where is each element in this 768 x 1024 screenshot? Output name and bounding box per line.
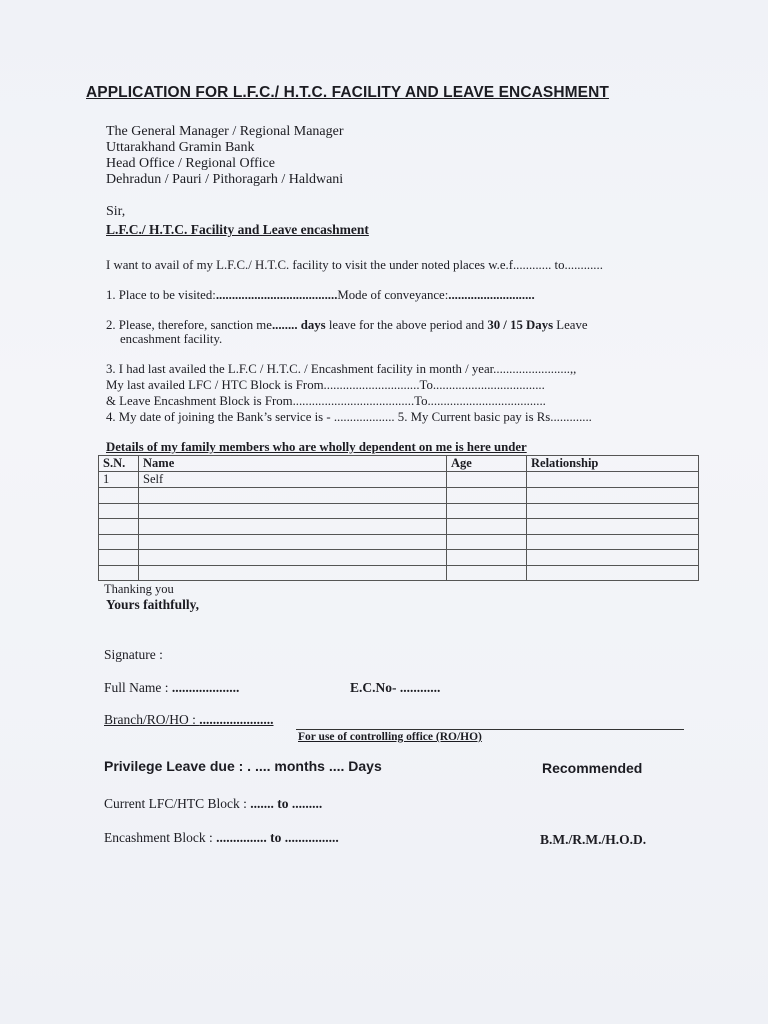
cell-relationship[interactable] bbox=[527, 550, 699, 566]
salutation: Sir, bbox=[106, 204, 126, 219]
subject-line: L.F.C./ H.T.C. Facility and Leave encashment bbox=[106, 222, 369, 237]
cell-age[interactable] bbox=[447, 488, 527, 504]
branch-line bbox=[104, 712, 274, 728]
cell-sn[interactable] bbox=[99, 534, 139, 550]
address-line-2: Uttarakhand Gramin Bank bbox=[106, 140, 255, 155]
cell-age[interactable] bbox=[447, 472, 527, 488]
cell-sn[interactable] bbox=[99, 503, 139, 519]
address-line-4: Dehradun / Pauri / Pithoragarh / Haldwani bbox=[106, 172, 344, 187]
leave-text: Leave bbox=[553, 318, 588, 332]
cell-relationship[interactable] bbox=[527, 534, 699, 550]
cell-age[interactable] bbox=[447, 503, 527, 519]
ec-no-line bbox=[350, 680, 440, 696]
table-row bbox=[99, 565, 699, 581]
address-line-1: The General Manager / Regional Manager bbox=[106, 124, 344, 139]
table-row bbox=[99, 472, 699, 488]
period-text: leave for the above period and bbox=[325, 318, 488, 332]
item-1-place bbox=[106, 288, 535, 303]
mode-label: Mode of conveyance: bbox=[337, 288, 449, 302]
family-table bbox=[98, 455, 699, 581]
table-row bbox=[99, 519, 699, 535]
ec-no-field[interactable]: ............ bbox=[399, 680, 441, 695]
encashment-block-to-label: to bbox=[270, 830, 282, 845]
cell-name[interactable] bbox=[139, 534, 447, 550]
table-row bbox=[99, 503, 699, 519]
current-block-label: Current LFC/HTC Block : bbox=[104, 796, 251, 811]
encashment-block-to[interactable]: ................ bbox=[281, 830, 339, 845]
item-3-line-1: 3. I had last availed the L.F.C / H.T.C. / Encashment facility in month / year........................,, bbox=[106, 362, 577, 376]
full-name-label: Full Name : bbox=[104, 680, 172, 695]
cell-age[interactable] bbox=[447, 534, 527, 550]
encashment-block-from[interactable]: ............... bbox=[216, 830, 271, 845]
table-header-row bbox=[99, 456, 699, 472]
recommended-label: Recommended bbox=[542, 760, 643, 776]
cell-age[interactable] bbox=[447, 519, 527, 535]
current-block-to-label: to bbox=[277, 796, 289, 811]
place-dots[interactable]: ...................................... bbox=[215, 288, 338, 302]
full-name-line bbox=[104, 680, 239, 696]
intro-line: I want to avail of my L.F.C./ H.T.C. facility to visit the under noted places w.e.f............ to............ bbox=[106, 258, 603, 272]
table-row bbox=[99, 550, 699, 566]
cell-relationship[interactable] bbox=[527, 488, 699, 504]
thanking-text: Thanking you bbox=[104, 582, 174, 596]
yours-faithfully: Yours faithfully, bbox=[106, 597, 200, 612]
cell-sn[interactable] bbox=[99, 488, 139, 504]
header-name: Name bbox=[139, 456, 447, 472]
item-2-line-1 bbox=[106, 318, 588, 333]
cell-sn[interactable] bbox=[99, 519, 139, 535]
item-3-line-3: & Leave Encashment Block is From......................................To..................................... bbox=[106, 394, 546, 408]
ec-no-label: E.C.No- bbox=[350, 680, 400, 695]
encashment-days: 30 / 15 Days bbox=[487, 318, 554, 332]
header-sn: S.N. bbox=[99, 456, 139, 472]
encashment-block-line bbox=[104, 830, 339, 846]
days-label: days bbox=[297, 318, 326, 332]
cell-name[interactable] bbox=[139, 488, 447, 504]
cell-relationship[interactable] bbox=[527, 472, 699, 488]
cell-name[interactable] bbox=[139, 550, 447, 566]
signature-label: Signature : bbox=[104, 647, 163, 662]
branch-label: Branch/RO/HO : bbox=[104, 712, 200, 727]
current-block-from[interactable]: ....... bbox=[250, 796, 278, 811]
current-block-line bbox=[104, 796, 322, 812]
cell-age[interactable] bbox=[447, 565, 527, 581]
cell-relationship[interactable] bbox=[527, 565, 699, 581]
cell-name[interactable] bbox=[139, 503, 447, 519]
address-line-3: Head Office / Regional Office bbox=[106, 156, 275, 171]
mode-dots[interactable]: ........................... bbox=[448, 288, 535, 302]
place-label: 1. Place to be visited: bbox=[106, 288, 216, 302]
table-row bbox=[99, 488, 699, 504]
table-row bbox=[99, 534, 699, 550]
full-name-field[interactable]: .................... bbox=[171, 680, 240, 695]
header-age: Age bbox=[447, 456, 527, 472]
cell-sn[interactable] bbox=[99, 565, 139, 581]
cell-sn[interactable] bbox=[99, 550, 139, 566]
header-relationship: Relationship bbox=[527, 456, 699, 472]
form-title: APPLICATION FOR L.F.C./ H.T.C. FACILITY AND LEAVE ENCASHMENT bbox=[86, 84, 609, 101]
privilege-leave-line: Privilege Leave due : . .... months .... Days bbox=[104, 758, 382, 774]
cell-name[interactable] bbox=[139, 519, 447, 535]
current-block-to[interactable]: ......... bbox=[288, 796, 323, 811]
cell-name[interactable] bbox=[139, 565, 447, 581]
cell-age[interactable] bbox=[447, 550, 527, 566]
days-dots[interactable]: ........ bbox=[271, 318, 298, 332]
authority-label: B.M./R.M./H.O.D. bbox=[540, 832, 647, 847]
office-use-divider bbox=[296, 729, 684, 730]
cell-name[interactable]: Self bbox=[139, 472, 447, 488]
cell-relationship[interactable] bbox=[527, 519, 699, 535]
sanction-text: 2. Please, therefore, sanction me bbox=[106, 318, 272, 332]
cell-sn[interactable]: 1 bbox=[99, 472, 139, 488]
cell-relationship[interactable] bbox=[527, 503, 699, 519]
office-use-heading: For use of controlling office (RO/HO) bbox=[298, 731, 482, 743]
item-3-line-2: My last availed LFC / HTC Block is From..............................To................................... bbox=[106, 378, 545, 392]
item-2-line-2: encashment facility. bbox=[120, 332, 223, 346]
item-4-5-line: 4. My date of joining the Bank’s service is - ................... 5. My Current basic pay is Rs............. bbox=[106, 410, 592, 424]
branch-field[interactable]: ...................... bbox=[199, 712, 274, 727]
family-table-heading: Details of my family members who are wholly dependent on me is here under bbox=[106, 440, 527, 454]
encashment-block-label: Encashment Block : bbox=[104, 830, 217, 845]
